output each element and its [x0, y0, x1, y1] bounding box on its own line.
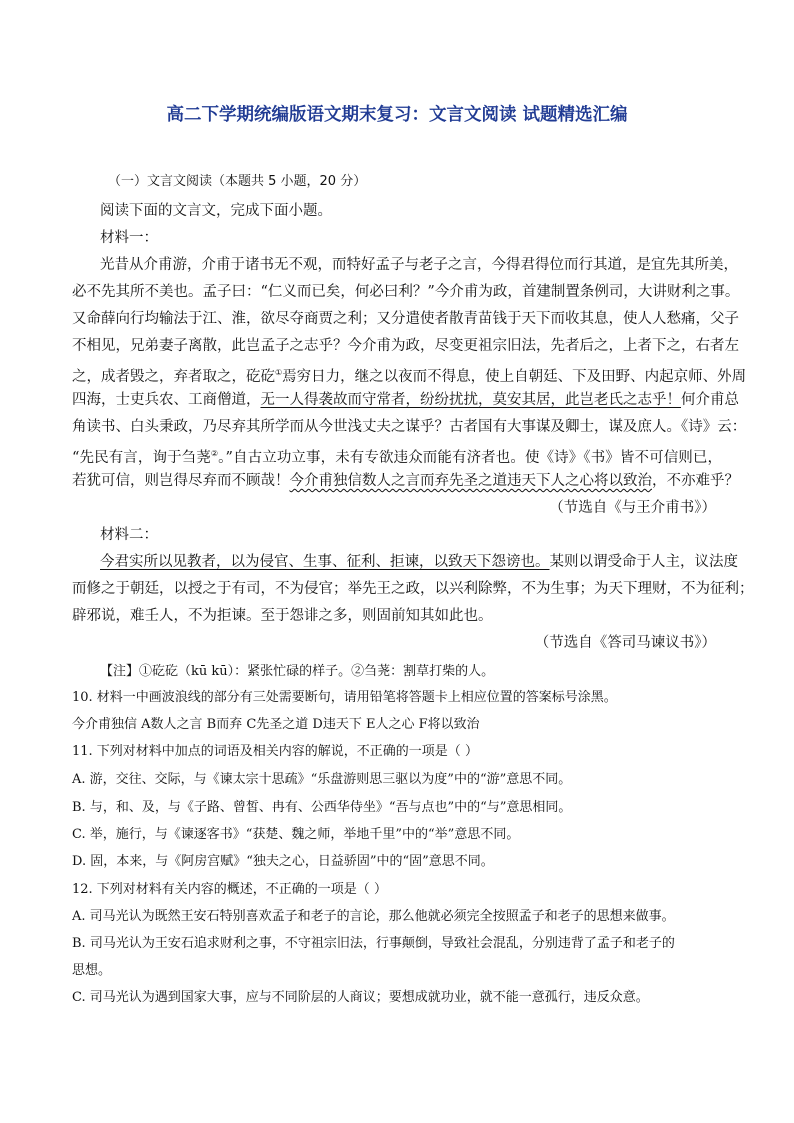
material-one-source: （节选自《与王介甫书》）	[549, 500, 716, 516]
question-12-option-b-cont: 思想。	[72, 963, 112, 978]
text-segment: 焉穷日力，继之以夜而不得息，使上自朝廷、下及田野、内起京师、外周	[282, 368, 747, 385]
material-two-label: 材料二：	[100, 527, 158, 543]
question-10-sentence: 今介甫独信 A数人之言 B而弃 C先圣之道 D违天下 E人之心 F将以致治	[72, 717, 480, 732]
question-11-option-a: A. 游，交往、交际，与《谏太宗十思疏》“乐盘游则思三驱以为度”中的“游”意思不同。	[72, 772, 572, 787]
material-one-label: 材料一：	[100, 230, 158, 246]
question-11-option-c: C. 举，施行，与《谏逐客书》“获楚、魏之师，举地千里”中的“举”意思不同。	[72, 827, 520, 842]
question-11-option-b: B. 与，和、及，与《子路、曾皙、冉有、公西华侍坐》“吾与点也”中的“与”意思相同。	[72, 800, 572, 815]
question-10: 10. 材料一中画波浪线的部分有三处需要断句，请用铅笔将答题卡上相应位置的答案标号涂黑。	[72, 690, 617, 705]
text-segment: 若犹可信，则岂得尽弃而不顾哉！	[72, 473, 290, 489]
footnote-mark: ①	[275, 368, 283, 377]
material-one-line: 角读书、白头秉政，乃尽弃其所学而从今世浅丈夫之谋乎？古者国有大事谋及卿士，谋及庶人。《诗》云：	[72, 419, 747, 435]
material-one-line: 光昔从介甫游，介甫于诸书无不观，而特好孟子与老子之言，今得君得位而行其道，是宜先其所美，	[100, 257, 738, 273]
text-segment: 某则以谓受命于人主，议法度	[549, 554, 738, 570]
material-one-line	[72, 471, 739, 491]
question-12-option-a: A. 司马光认为既然王安石特别喜欢孟子和老子的言论，那么他就必须完全按照孟子和老子的思想来做事。	[72, 909, 675, 924]
footnote-mark: ②	[210, 449, 219, 458]
question-12-option-b: B. 司马光认为王安石追求财利之事，不守祖宗旧法，行事颠倒，导致社会混乱，分别违背了孟子和老子的	[72, 936, 675, 951]
underlined-sentence: 今君实所以见教者，以为侵官、生事、征利、拒谏，以致天下怨谤也。	[100, 554, 550, 570]
text-segment: ，不亦难乎？	[652, 473, 739, 489]
question-11: 11. 下列对材料中加点的词语及相关内容的解说，不正确的一项是（ ）	[72, 744, 478, 759]
material-one-line	[72, 444, 722, 468]
underlined-sentence: 无一人得袭故而守常者，纷纷扰扰，莫安其居，此岂老氏之志乎！	[260, 392, 681, 408]
footnote: 【注】①矻矻（kū kū）：紧张忙碌的样子。②刍荛：割草打柴的人。	[100, 664, 495, 679]
material-two-source: （节选自《答司马谏议书》）	[534, 635, 716, 651]
instruction-text: 阅读下面的文言文，完成下面小题。	[100, 203, 332, 219]
material-two-line: 而修之于朝廷，以授之于有司，不为侵官；举先王之政，以兴利除弊，不为生事；为天下理财，不为征利；	[72, 581, 754, 597]
text-segment: 之，成者毁之，弃者取之，矻矻	[72, 368, 275, 385]
text-segment: 四海，士吏兵农、工商僧道，	[72, 392, 261, 408]
material-one-line	[72, 390, 739, 410]
question-12: 12. 下列对材料有关内容的概述，不正确的一项是（ ）	[72, 882, 387, 897]
question-12-option-c: C. 司马光认为遇到国家大事，应与不同阶层的人商议；要想成就功业，就不能一意孤行，违反众意。	[72, 990, 649, 1005]
material-one-line	[72, 363, 747, 387]
material-two-line	[100, 552, 738, 572]
text-segment: “先民有言，询于刍荛	[72, 449, 211, 466]
material-one-line: 又命薛向行均输法于江、淮，欲尽夺商贾之利；又分遣使者散青苗钱于天下而收其息，使人人愁痛，父子	[72, 311, 739, 327]
text-segment: 。”自古立功立事，未有专欲违众而能有济者也。使《诗》《书》皆不可信则已，	[218, 449, 722, 466]
section-heading: （一）文言文阅读（本题共 5 小题，20 分）	[108, 174, 367, 189]
page-title: 高二下学期统编版语文期末复习：文言文阅读 试题精选汇编	[166, 105, 628, 125]
wavy-underlined-sentence: 今介甫独信数人之言而弃先圣之道违天下人之心将以致治	[289, 473, 652, 489]
material-one-line: 必不先其所不美也。孟子曰：“仁义而已矣，何必曰利？”今介甫为政，首建制置条例司，大讲财利之事。	[72, 284, 740, 300]
question-11-option-d: D. 固，本来，与《阿房宫赋》“独夫之心，日益骄固”中的“固”意思不同。	[72, 854, 494, 869]
material-two-line: 辟邪说，难壬人，不为拒谏。至于怨诽之多，则固前知其如此也。	[72, 608, 493, 624]
material-one-line: 不相见，兄弟妻子离散，此岂孟子之志乎？今介甫为政，尽变更祖宗旧法，先者后之，上者下之，右者左	[72, 338, 739, 354]
text-segment: 何介甫总	[681, 392, 739, 408]
